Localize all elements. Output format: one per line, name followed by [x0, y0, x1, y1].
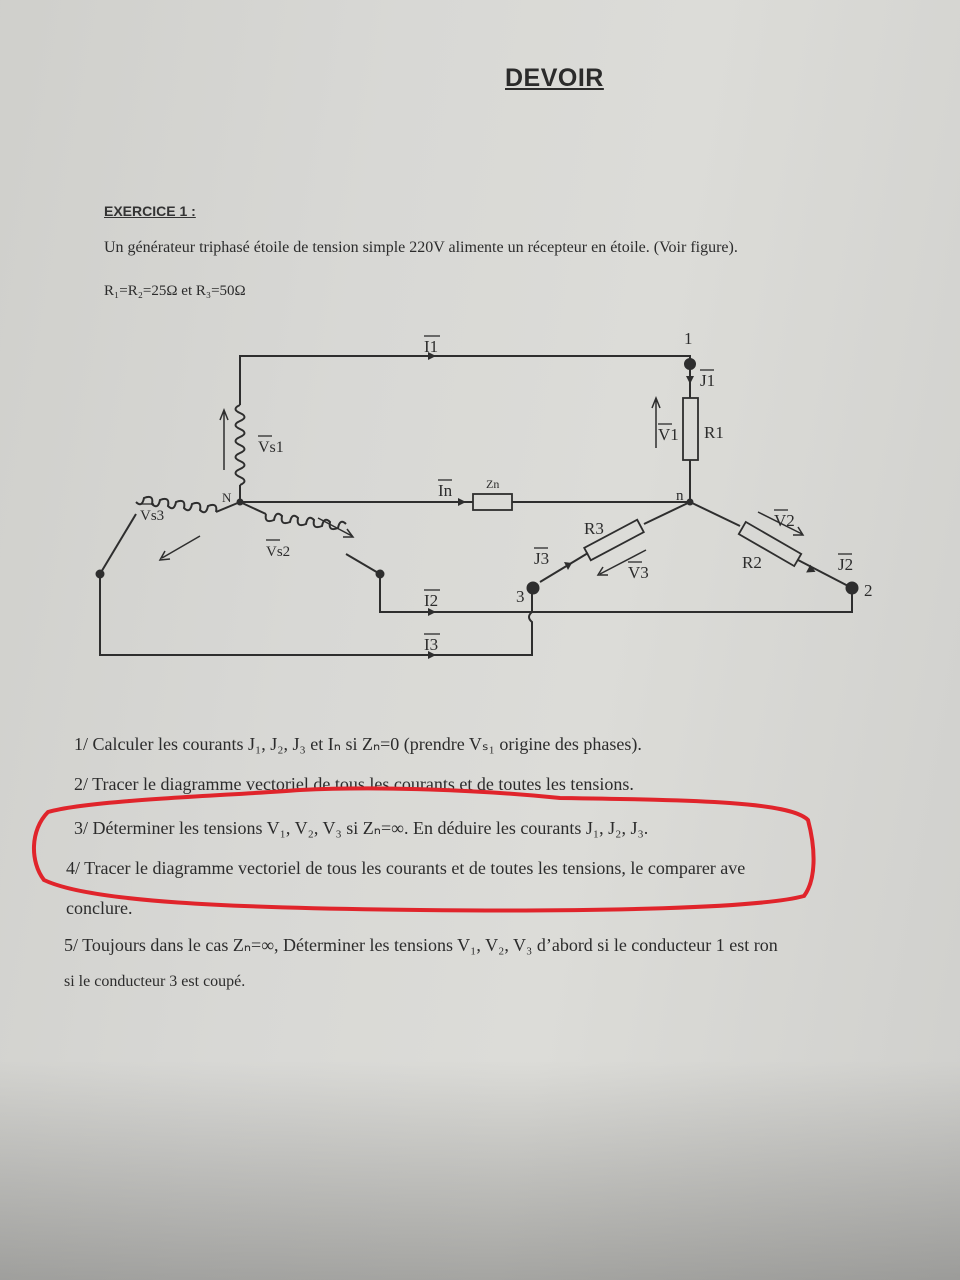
label-neutral-gen: N: [222, 490, 232, 505]
label-r2: R2: [742, 553, 762, 572]
question-4: 4/ Tracer le diagramme vectoriel de tous les courants et de toutes les tensions, le comparer ave: [66, 858, 746, 878]
label-v2: V2: [774, 511, 795, 530]
label-i1: I1: [424, 337, 439, 356]
question-5-continued: si le conducteur 3 est coupé.: [64, 973, 246, 990]
label-node-3: 3: [516, 587, 525, 606]
question-2: 2/ Tracer le diagramme vectoriel de tous les courants et de toutes les tensions.: [74, 774, 634, 794]
label-j2: J2: [838, 555, 854, 574]
label-r3: R3: [584, 519, 604, 538]
label-vs2: Vs2: [266, 544, 291, 560]
label-node-2: 2: [864, 581, 873, 600]
label-v1: V1: [658, 425, 679, 444]
label-r1: R1: [704, 423, 724, 442]
label-j1: J1: [700, 371, 716, 390]
resistor-values: R₁=R₂=25Ω et R₃=50Ω: [104, 283, 246, 299]
exercise-intro: Un générateur triphasé étoile de tension simple 220V alimente un récepteur en étoile. (Voir figure).: [104, 239, 738, 256]
label-v3: V3: [628, 563, 649, 582]
label-vs1: Vs1: [258, 439, 284, 456]
exercise-heading: EXERCICE 1 :: [104, 203, 196, 219]
question-4-continued: conclure.: [66, 898, 133, 918]
label-i3: I3: [424, 635, 439, 654]
highlight-stroke: [34, 788, 814, 910]
question-1: 1/ Calculer les courants J₁, J₂, J₃ et Iₙ si Zₙ=0 (prendre Vₛ₁ origine des phases).: [74, 734, 642, 754]
page-title: DEVOIR: [505, 64, 604, 92]
question-3: 3/ Déterminer les tensions V₁, V₂, V₃ si Zₙ=∞. En déduire les courants J₁, J₂, J₃.: [74, 818, 649, 838]
label-neutral-rec: n: [676, 488, 684, 504]
label-vs3: Vs3: [140, 508, 165, 524]
label-in: In: [438, 481, 453, 500]
label-zn: Zn: [486, 477, 500, 491]
label-i2: I2: [424, 591, 439, 610]
label-node-1: 1: [684, 329, 693, 348]
question-5: 5/ Toujours dans le cas Zₙ=∞, Déterminer les tensions V₁, V₂, V₃ d’abord si le conducteur 1 est ron: [64, 935, 778, 955]
label-j3: J3: [534, 549, 550, 568]
